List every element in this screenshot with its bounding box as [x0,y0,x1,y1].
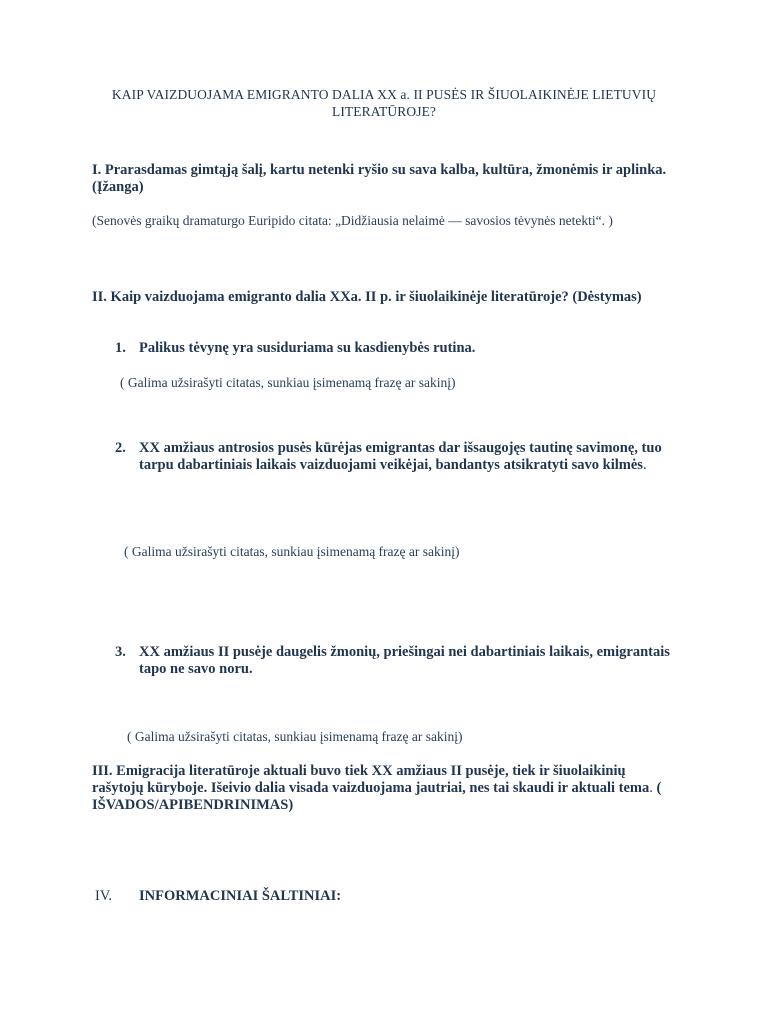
list-item-3 [115,644,699,678]
list-item-number: 3. [115,644,126,660]
list-item-number: 1. [115,340,126,356]
section-3-dot: . [649,780,657,796]
list-item-text: Palikus tėvynę yra susiduriama su kasdienybės rutina. [139,340,476,356]
document-title [60,86,708,120]
list-item-1 [115,340,699,357]
list-item-2 [115,440,699,474]
section-3-label: ( IŠVADOS/APIBENDRINIMAS) [92,780,662,813]
citation-hint-2: ( Galima užsirašyti citatas, sunkiau įsimenamą frazę ar sakinį) [124,544,460,559]
section-1-quote: (Senovės graikų dramaturgo Euripido citata: „Didžiausia nelaimė — savosios tėvynės netekti“. ) [92,213,613,228]
section-3-conclusion [92,763,672,814]
section-4-numeral: IV. [95,888,113,904]
section-3-text: III. Emigracija literatūroje aktuali buvo tiek XX amžiaus II pusėje, tiek ir šiuolaikinių rašytojų kūryboje. Išeivio dalia visada vaizduojama jautriai, nes tai skaudi ir aktuali tema [92,763,650,796]
citation-hint-1: ( Galima užsirašyti citatas, sunkiau įsimenamą frazę ar sakinį) [120,375,456,390]
document-title-line-1: KAIP VAIZDUOJAMA EMIGRANTO DALIA XX a. II PUSĖS IR ŠIUOLAIKINĖJE LIETUVIŲ [111,87,657,102]
section-1-heading: I. Prarasdamas gimtąją šalį, kartu netenki ryšio su sava kalba, kultūra, žmonėmis ir aplinka. (Įžanga) [92,162,667,195]
citation-hint-3: ( Galima užsirašyti citatas, sunkiau įsimenamą frazę ar sakinį) [127,729,463,744]
list-item-text: XX amžiaus antrosios pusės kūrėjas emigrantas dar išsaugojęs tautinę savimonę, tuo tarpu dabartiniais laikais vaizduojami veikėjai, bandantys atsikratyti savo kilmės [139,440,662,473]
section-2-heading: II. Kaip vaizduojama emigranto dalia XXa. II p. ir šiuolaikinėje literatūroje? (Dėstymas) [92,289,642,305]
list-item-text: XX amžiaus II pusėje daugelis žmonių, priešingai nei dabartiniais laikais, emigrantais tapo ne savo noru. [139,644,670,677]
document-title-line-2: LITERATŪROJE? [331,104,437,119]
list-item-number: 2. [115,440,126,456]
section-4-heading: INFORMACINIAI ŠALTINIAI: [139,888,342,904]
list-item-end-mark: . [642,457,647,473]
